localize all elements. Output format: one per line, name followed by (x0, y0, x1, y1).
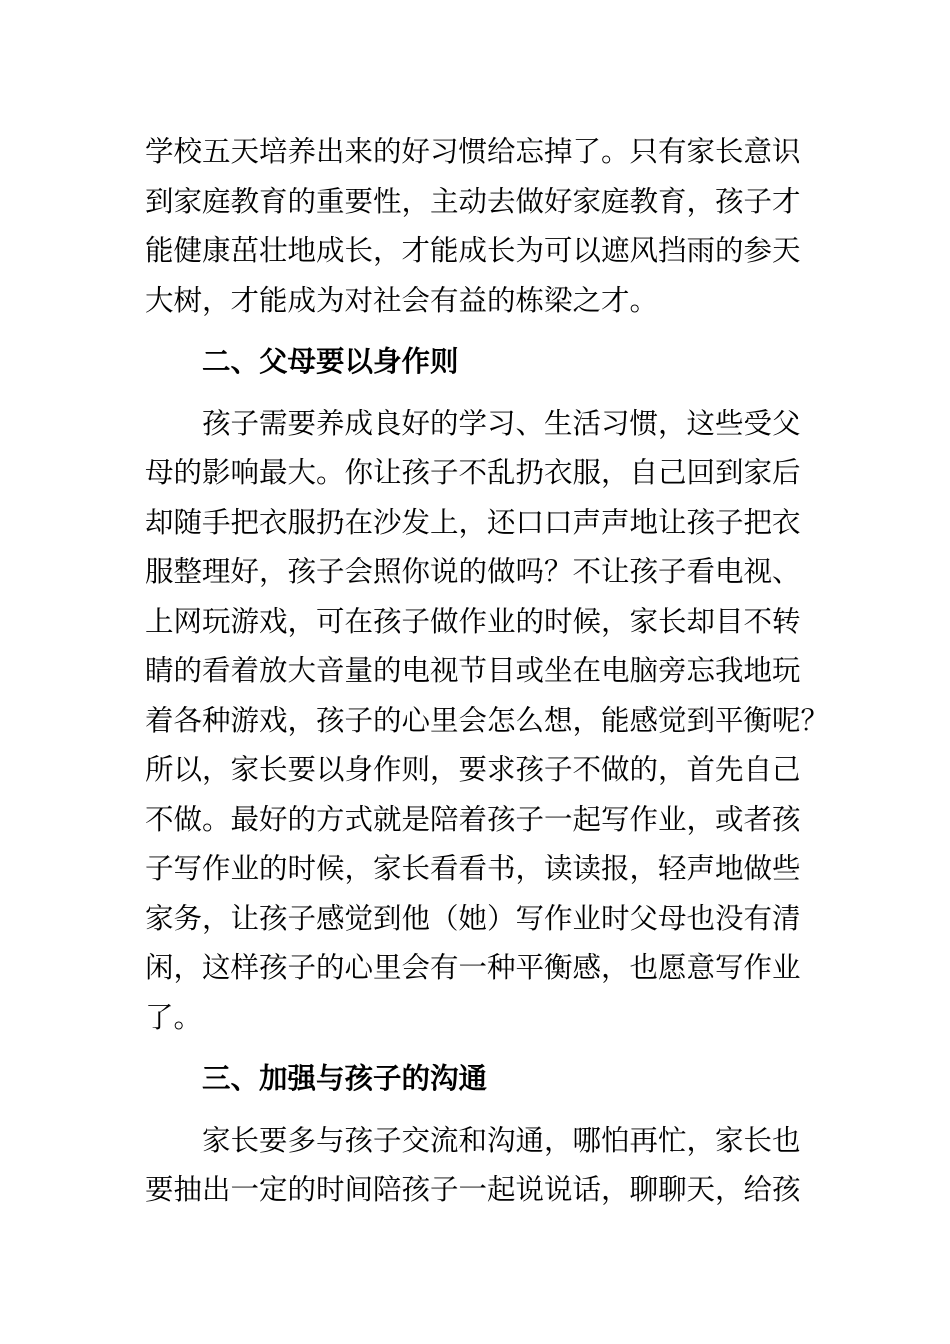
text-line: 所以，家长要以身作则，要求孩子不做的，首先自己 (145, 753, 801, 786)
paragraph-parents-example (145, 399, 830, 1043)
text-line: 母的影响最大。你让孩子不乱扔衣服，自己回到家后 (145, 456, 801, 489)
text-line: 家务，让孩子感觉到他（她）写作业时父母也没有清 (145, 901, 801, 935)
text-line: 睛的看着放大音量的电视节目或坐在电脑旁忘我地玩 (145, 654, 801, 687)
text-line: 学校五天培养出来的好习惯给忘掉了。只有家长意识 (145, 135, 801, 168)
text-line: 着各种游戏，孩子的心里会怎么想，能感觉到平衡呢？ (145, 703, 830, 737)
section-heading-2: 二、父母要以身作则 (202, 345, 459, 378)
document-page (145, 127, 830, 1215)
text-line: 子写作业的时候，家长看看书，读读报，轻声地做些 (145, 852, 801, 885)
text-line: 服整理好，孩子会照你说的做吗？不让孩子看电视、 (145, 555, 801, 588)
text-line: 不做。最好的方式就是陪着孩子一起写作业，或者孩 (145, 802, 801, 836)
paragraph-continued (145, 127, 810, 325)
text-line: 却随手把衣服扔在沙发上，还口口声声地让孩子把衣 (145, 505, 801, 539)
text-line: 家长要多与孩子交流和沟通，哪怕再忙，家长也 (145, 1123, 801, 1157)
text-line: 上网玩游戏，可在孩子做作业的时候，家长却目不转 (145, 604, 801, 638)
paragraph-communication (145, 1116, 810, 1215)
text-line: 闲，这样孩子的心里会有一种平衡感，也愿意写作业 (145, 951, 801, 984)
text-line: 要抽出一定的时间陪孩子一起说说话，聊聊天，给孩 (145, 1173, 801, 1206)
text-line: 了。 (145, 1000, 203, 1034)
section-heading-3: 三、加强与孩子的沟通 (202, 1062, 488, 1095)
text-line: 大树，才能成为对社会有益的栋梁之才。 (145, 283, 659, 317)
text-line: 孩子需要养成良好的学习、生活习惯，这些受父 (145, 406, 801, 440)
text-line: 到家庭教育的重要性，主动去做好家庭教育，孩子才 (145, 184, 801, 218)
text-line: 能健康茁壮地成长，才能成长为可以遮风挡雨的参天 (145, 234, 801, 267)
